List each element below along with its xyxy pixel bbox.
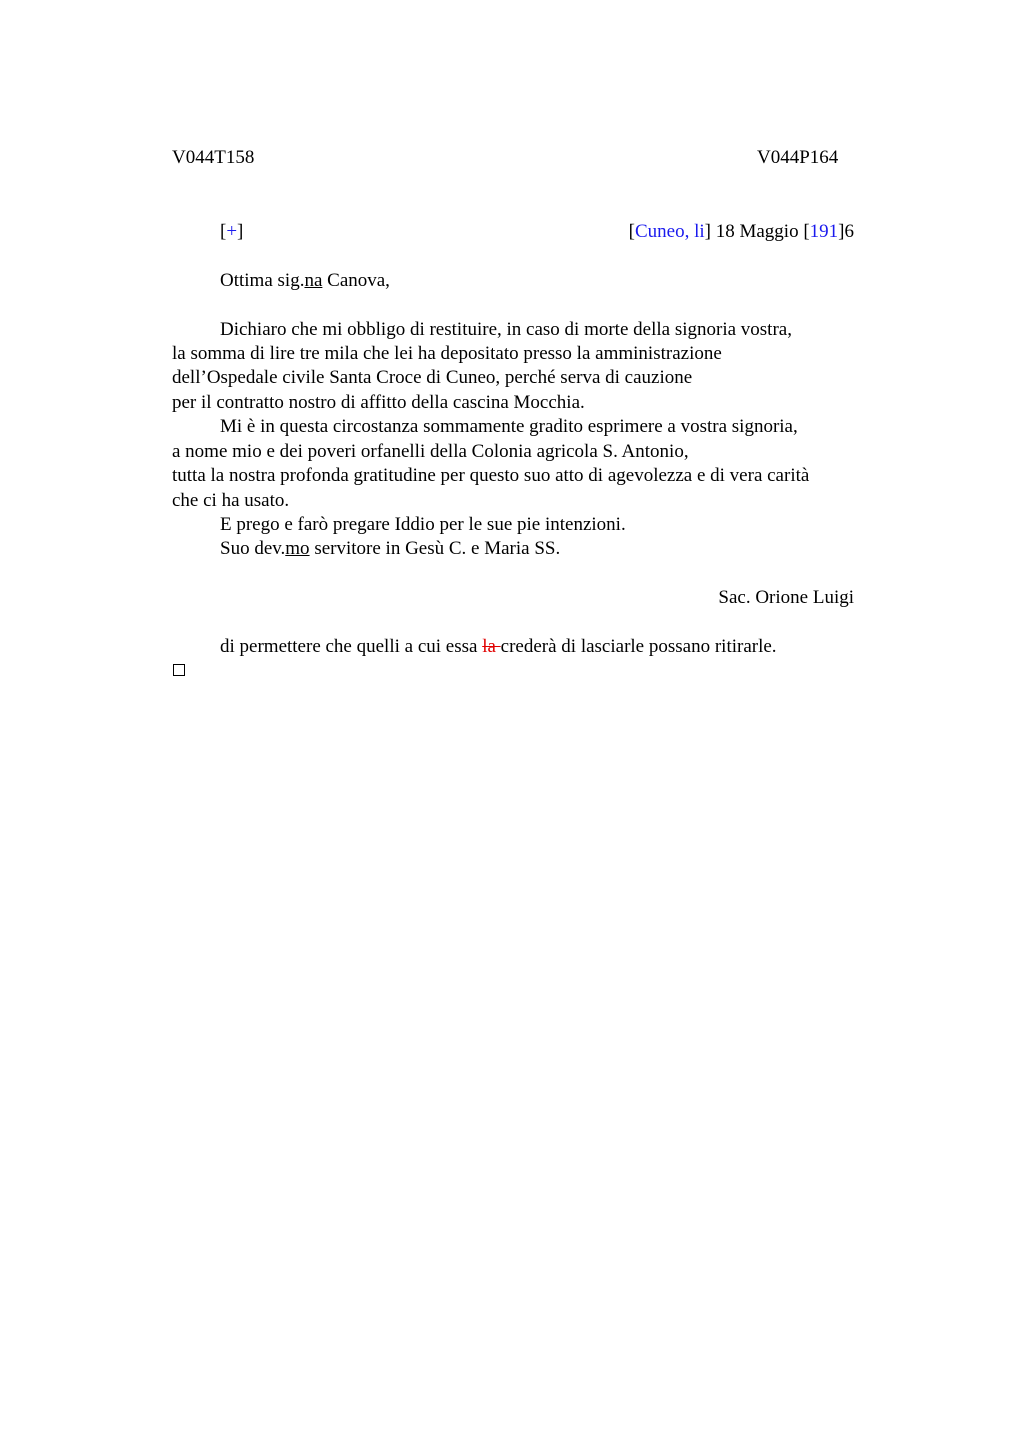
body-line: dell’Ospedale civile Santa Croce di Cuneo, perché serva di cauzione (172, 367, 693, 388)
end-marker-square-icon (173, 664, 185, 676)
date-line: [Cuneo, li] 18 Maggio [191]6 (628, 221, 854, 242)
postscript: di permettere che quelli a cui essa la crederà di lasciarle possano ritirarle. (220, 636, 777, 657)
body-line: E prego e farò pregare Iddio per le sue pie intenzioni. (220, 514, 626, 535)
closing-line: Suo dev.mo servitore in Gesù C. e Maria SS. (220, 538, 561, 559)
place-supplied: Cuneo, li (634, 221, 705, 242)
body-line: Mi è in questa circostanza sommamente gradito esprimere a vostra signoria, (220, 416, 798, 437)
salutation-abbrev: na (304, 270, 323, 291)
body-line: la somma di lire tre mila che lei ha depositato presso la amministrazione (172, 343, 722, 364)
cross-symbol: + (226, 221, 238, 242)
deleted-word: la (482, 636, 501, 657)
body-line: che ci ha usato. (172, 490, 290, 511)
cross-mark: [+] (220, 221, 244, 242)
date-text: 18 Maggio (710, 221, 804, 242)
body-line: a nome mio e dei poveri orfanelli della Colonia agricola S. Antonio, (172, 441, 689, 462)
body-line: per il contratto nostro di affitto della cascina Mocchia. (172, 392, 585, 413)
body-line: tutta la nostra profonda gratitudine per questo suo atto di agevolezza e di vera carità (172, 465, 810, 486)
closing-abbrev: mo (285, 538, 310, 559)
salutation: Ottima sig.na Canova, (220, 270, 390, 291)
year-supplied: 191 (809, 221, 839, 242)
body-line: Dichiaro che mi obbligo di restituire, in caso di morte della signoria vostra, (220, 319, 792, 340)
page-code-right: V044P164 (757, 147, 839, 168)
page-code-left: V044T158 (172, 147, 255, 168)
signature: Sac. Orione Luigi (718, 587, 854, 608)
